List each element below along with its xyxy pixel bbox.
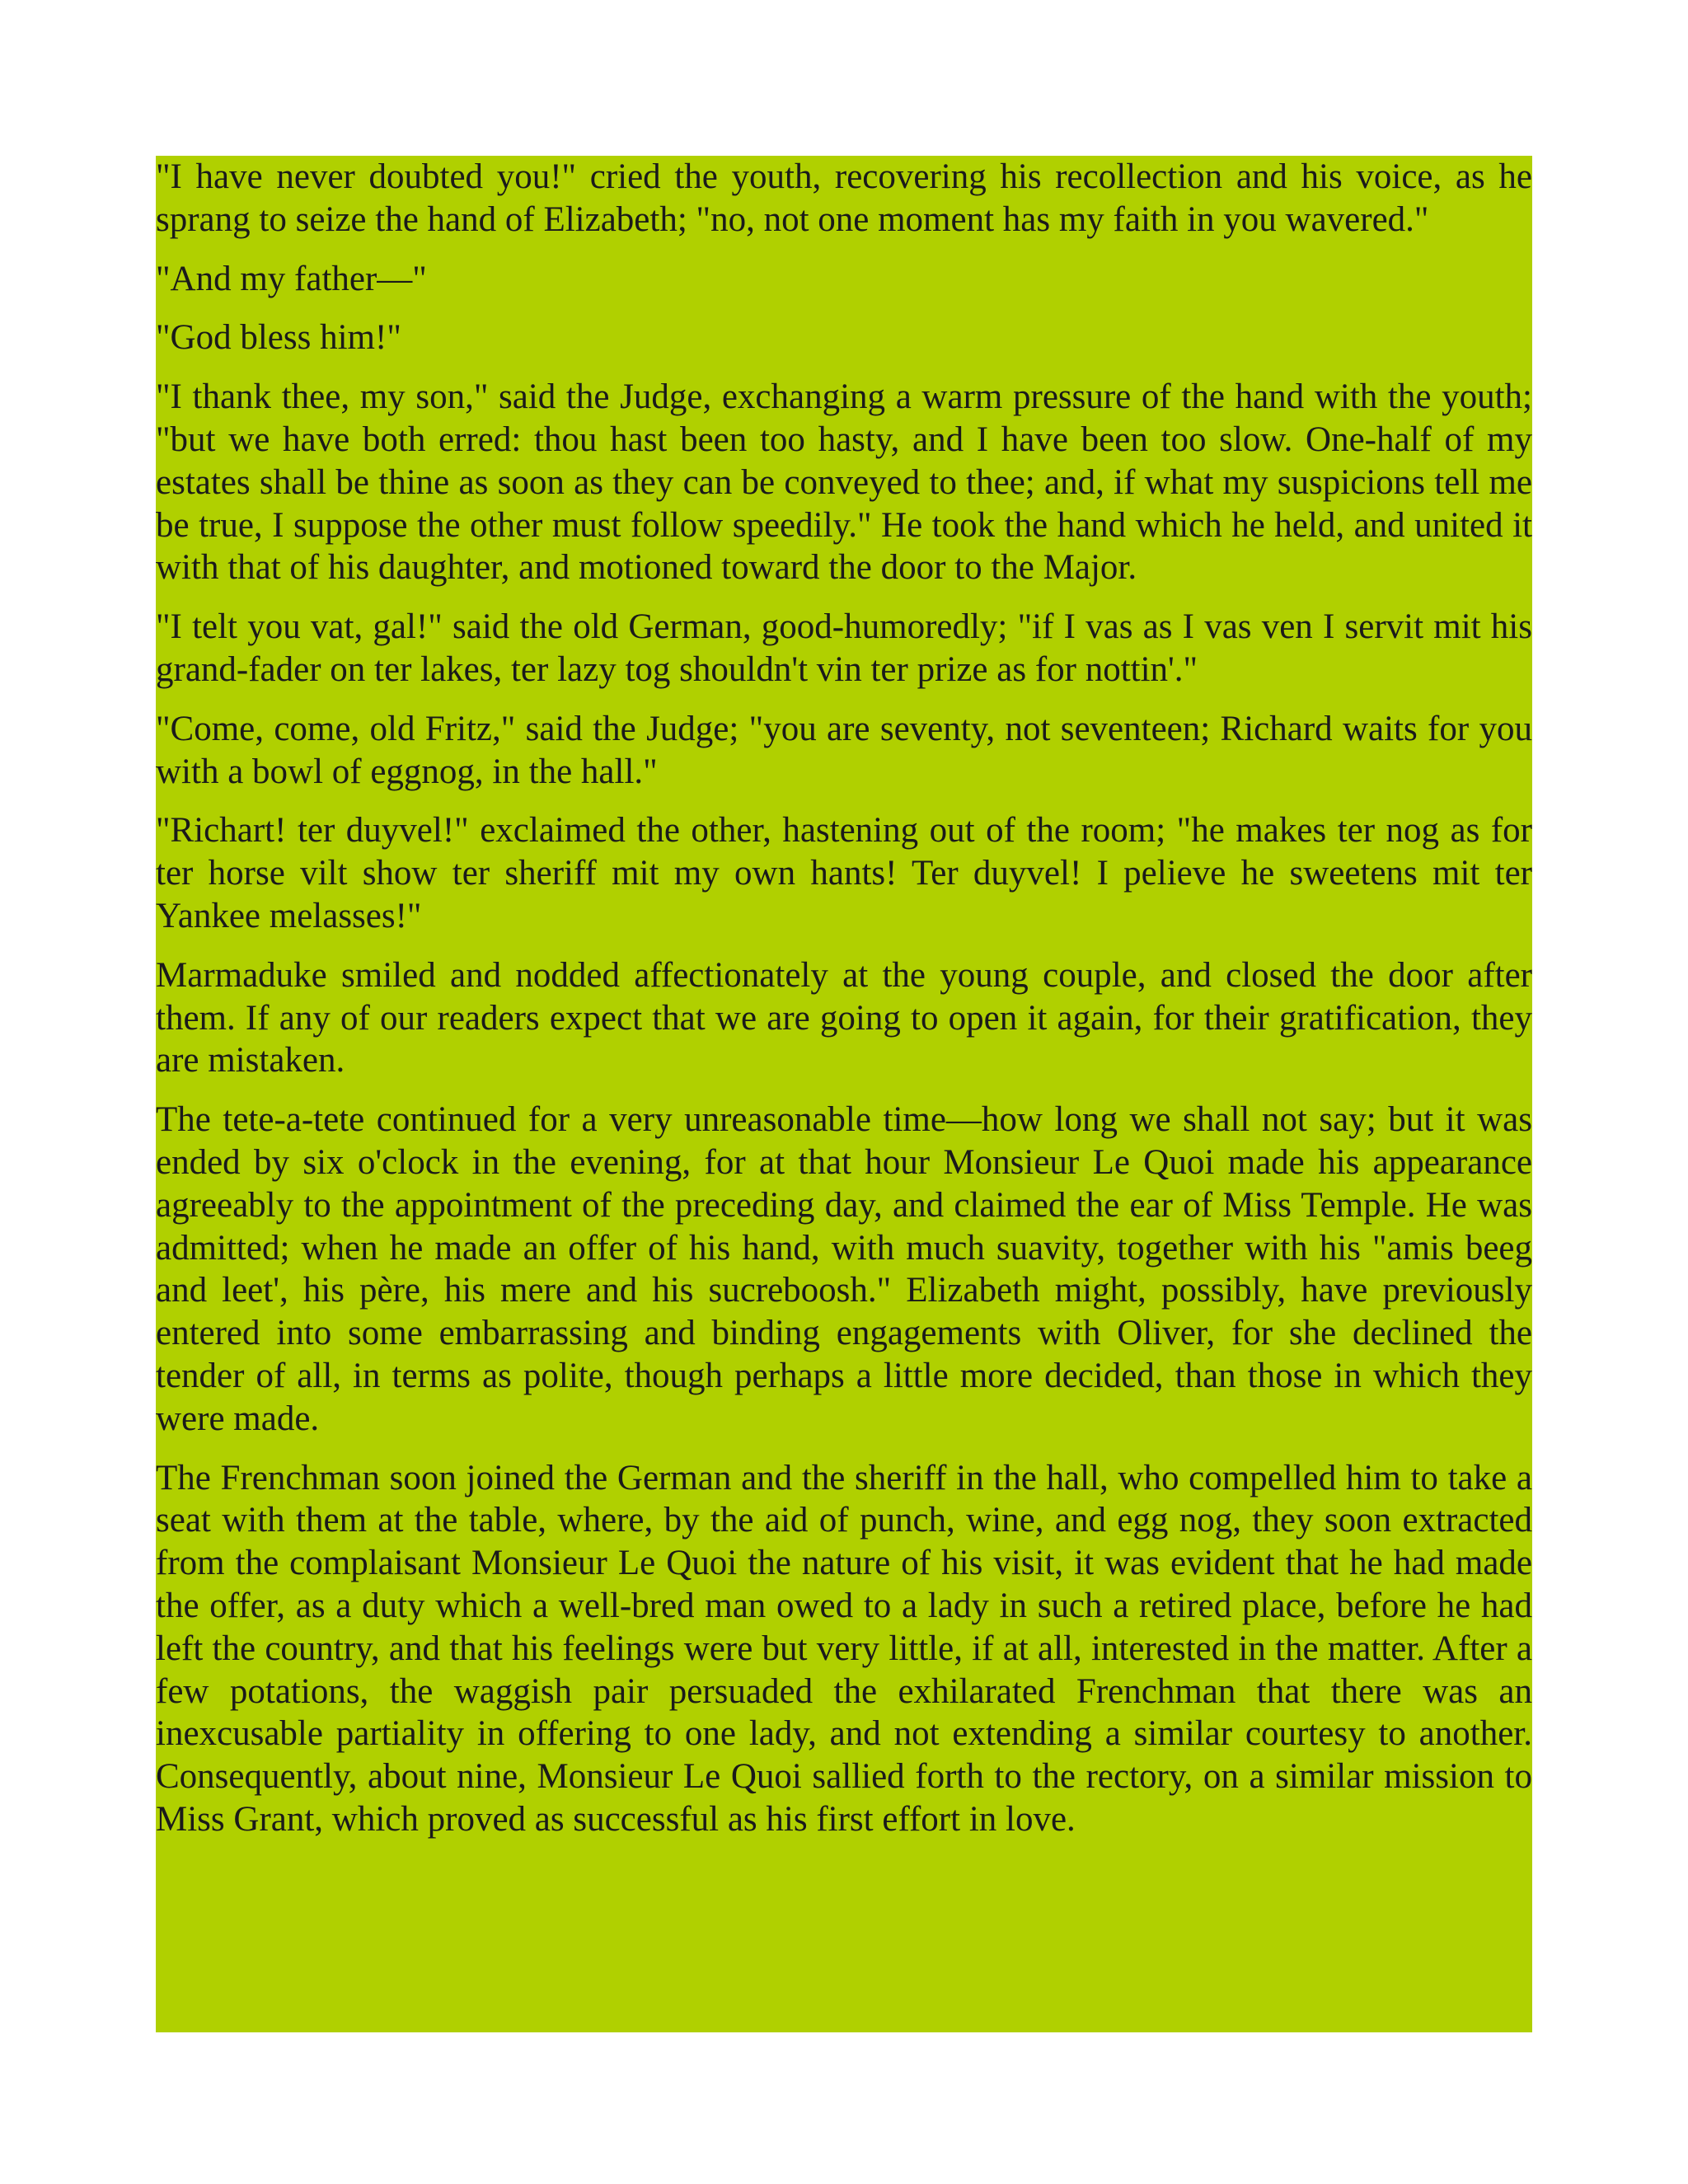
paragraph: The tete-a-tete continued for a very unreasonable time—how long we shall not say; but it was ended by six o'clock in the evening, for at that hour Monsieur Le Quoi made his appearance agreeably to the appointment of the preceding day, and claimed the ear of Miss Temple. He was admitted; when he made an offer of his hand, with much suavity, together with his "amis beeg and leet', his père, his mere and his sucreboosh." Elizabeth might, possibly, have previously entered into some embarrassing and binding engagements with Oliver, for she declined the tender of all, in terms as polite, though perhaps a little more decided, than those in which they were made. [156, 1100, 1532, 1438]
paragraph: "Come, come, old Fritz," said the Judge; "you are seventy, not seventeen; Richard waits for you with a bowl of eggnog, in the hall." [156, 709, 1532, 791]
paragraph: "I thank thee, my son," said the Judge, exchanging a warm pressure of the hand with the youth; "but we have both erred: thou hast been too hasty, and I have been too slow. One-half of my estates shall be thine as soon as they can be conveyed to thee; and, if what my suspicions tell me be true, I suppose the other must follow speedily." He took the hand which he held, and united it with that of his daughter, and motioned toward the door to the Major. [156, 377, 1532, 588]
paragraph: "And my father—" [156, 259, 427, 298]
paragraph: "I telt you vat, gal!" said the old German, good-humoredly; "if I vas as I vas ven I servit mit his grand-fader on ter lakes, ter lazy tog shouldn't vin ter prize as for nottin'." [156, 607, 1532, 689]
paragraph: "Richart! ter duyvel!" exclaimed the other, hastening out of the room; "he makes ter nog as for ter horse vilt show ter sheriff mit my own hants! Ter duyvel! I pelieve he sweetens mit ter Yankee melasses!" [156, 811, 1532, 935]
text-block [156, 156, 1532, 2032]
paragraph: "I have never doubted you!" cried the youth, recovering his recollection and his voice, as he sprang to seize the hand of Elizabeth; "no, not one moment has my faith in you wavered." [156, 157, 1532, 239]
paragraph: "God bless him!" [156, 318, 401, 358]
paragraph: Marmaduke smiled and nodded affectionately at the young couple, and closed the door after them. If any of our readers expect that we are going to open it again, for their gratification, they are mistaken. [156, 955, 1532, 1080]
paragraph: The Frenchman soon joined the German and the sheriff in the hall, who compelled him to take a seat with them at the table, where, by the aid of punch, wine, and egg nog, they soon extracted from the complaisant Monsieur Le Quoi the nature of his visit, it was evident that he had made the offer, as a duty which a well-bred man owed to a lady in such a retired place, before he had left the country, and that his feelings were but very little, if at all, interested in the matter. After a few potations, the waggish pair persuaded the exhilarated Frenchman that there was an inexcusable partiality in offering to one lady, and not extending a similar courtesy to another. Consequently, about nine, Monsieur Le Quoi sallied forth to the rectory, on a similar mission to Miss Grant, which proved as successful as his first effort in love. [156, 1458, 1532, 1839]
